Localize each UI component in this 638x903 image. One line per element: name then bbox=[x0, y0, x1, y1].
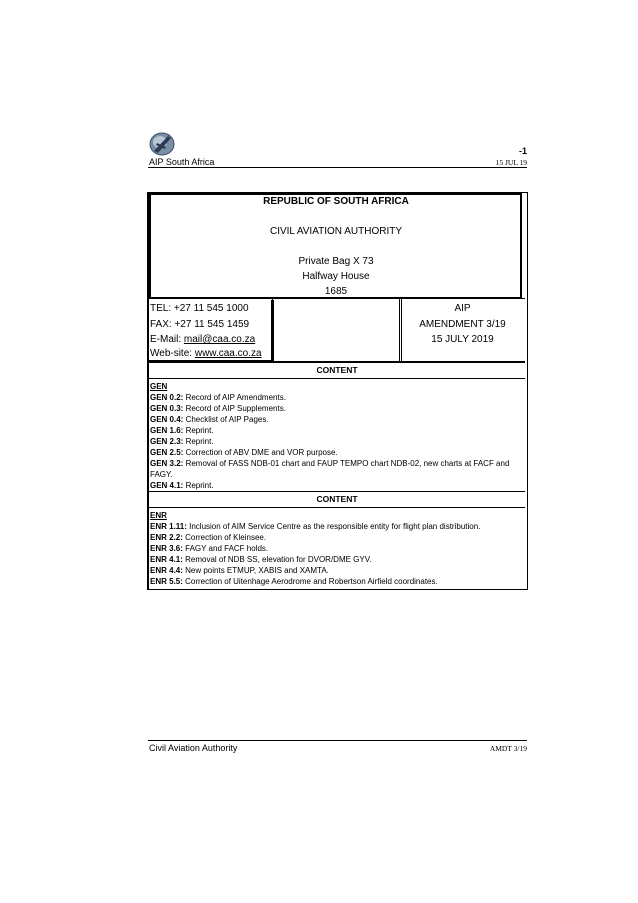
footer-authority: Civil Aviation Authority bbox=[149, 743, 238, 753]
enr-content-list bbox=[150, 510, 524, 587]
list-item: GEN 0.2: Record of AIP Amendments. bbox=[150, 393, 286, 402]
list-item: ENR 4.1: Removal of NDB SS, elevation for DVOR/DME GYV. bbox=[150, 555, 372, 564]
list-item: GEN 2.5: Correction of ABV DME and VOR purpose. bbox=[150, 448, 338, 457]
amendment-aip: AIP bbox=[454, 303, 471, 314]
caa-logo-icon bbox=[148, 131, 176, 157]
amendment-number: AMENDMENT 3/19 bbox=[419, 319, 506, 330]
list-item: ENR 1.11: Inclusion of AIM Service Centre as the responsible entity for flight plan distribution. bbox=[150, 522, 481, 531]
enr-heading: ENR bbox=[150, 511, 167, 520]
address-line-3: 1685 bbox=[324, 286, 348, 297]
list-item: GEN 0.4: Checklist of AIP Pages. bbox=[150, 415, 269, 424]
country-title: REPUBLIC OF SOUTH AFRICA bbox=[263, 196, 409, 207]
list-item: ENR 2.2: Correction of Kleinsee. bbox=[150, 533, 267, 542]
list-item: GEN 4.1: Reprint. bbox=[150, 481, 214, 490]
list-item: ENR 5.5: Correction of Uitenhage Aerodrome and Robertson Airfield coordinates. bbox=[150, 577, 438, 586]
email-link[interactable]: mail@caa.co.za bbox=[183, 334, 256, 345]
list-item: GEN 2.3: Reprint. bbox=[150, 437, 214, 446]
section-divider bbox=[147, 361, 525, 363]
contact-fax: FAX: +27 11 545 1459 bbox=[150, 319, 250, 330]
web-label: Web-site: bbox=[150, 348, 195, 359]
header-rule bbox=[148, 167, 527, 168]
contact-email-row bbox=[150, 334, 255, 345]
gen-content-list bbox=[150, 381, 524, 491]
contact-web-row bbox=[150, 348, 262, 359]
list-item: ENR 4.4: New points ETMUP, XABIS and XAMTA. bbox=[150, 566, 329, 575]
website-link[interactable]: www.caa.co.za bbox=[194, 348, 262, 359]
enr-section-title: CONTENT bbox=[316, 494, 358, 504]
address-line-2: Halfway House bbox=[302, 271, 370, 282]
header-publication: AIP South Africa bbox=[149, 157, 215, 167]
header-page-number: -1 bbox=[518, 146, 527, 156]
address-line-1: Private Bag X 73 bbox=[298, 256, 374, 267]
list-item: ENR 3.6: FAGY and FACF holds. bbox=[150, 544, 269, 553]
email-label: E-Mail: bbox=[150, 334, 184, 345]
footer-amendment: AMDT 3/19 bbox=[489, 744, 527, 753]
list-item: GEN 0.3: Record of AIP Supplements. bbox=[150, 404, 286, 413]
footer-rule bbox=[148, 740, 527, 741]
amendment-date: 15 JULY 2019 bbox=[431, 334, 494, 345]
authority-name: CIVIL AVIATION AUTHORITY bbox=[269, 226, 403, 237]
gen-section-title: CONTENT bbox=[316, 365, 358, 375]
section-divider bbox=[147, 491, 525, 492]
list-item: GEN 3.2: Removal of FASS NDB-01 chart and FAUP TEMPO chart NDB-02, new charts at FACF and FAGY. bbox=[150, 459, 510, 479]
section-divider bbox=[147, 507, 525, 508]
section-divider bbox=[147, 378, 525, 379]
header-date: 15 JUL 19 bbox=[495, 158, 527, 167]
title-box bbox=[149, 193, 522, 299]
contact-tel: TEL: +27 11 545 1000 bbox=[150, 303, 249, 314]
list-item: GEN 1.6: Reprint. bbox=[150, 426, 214, 435]
gen-heading: GEN bbox=[150, 382, 168, 391]
